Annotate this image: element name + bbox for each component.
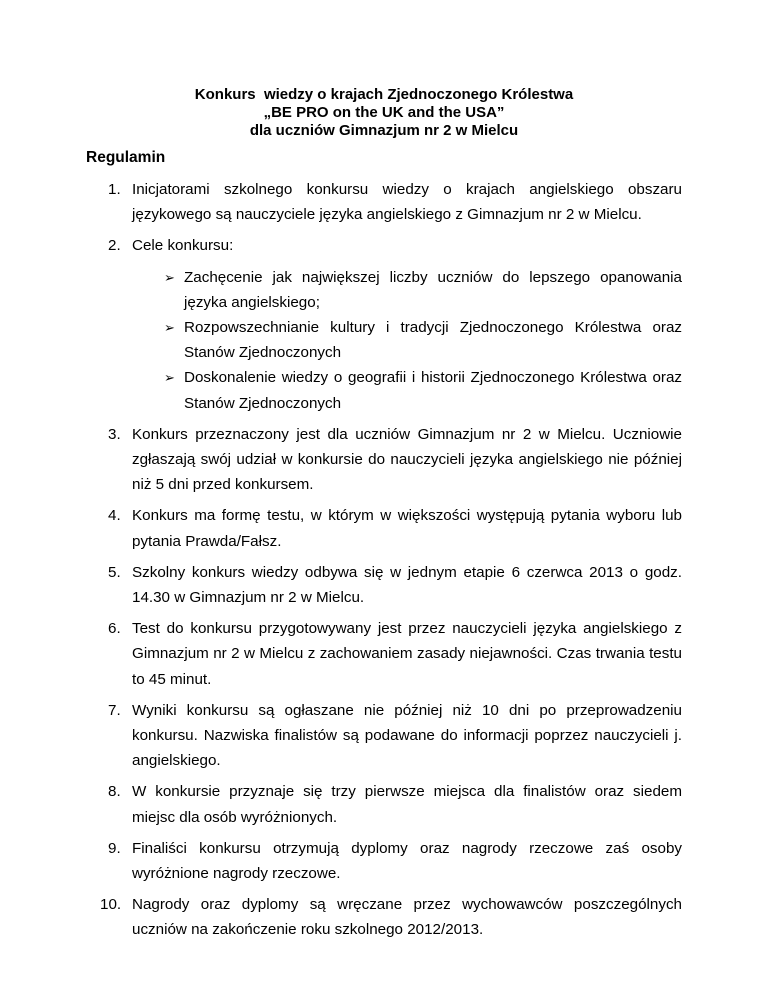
document-title [0,86,768,140]
rule-number: 7. [108,701,121,719]
rule-number: 9. [108,839,121,857]
goal-item [90,265,682,315]
rule-number: 5. [108,563,121,581]
rule-number: 1. [108,181,121,198]
rule-number: 2. [108,237,121,255]
rule-text: Konkurs przeznaczony jest dla uczniów Gimnazjum nr 2 w Mielcu. Uczniowie zgłaszają swój udział w konkursie do nauczycieli języka angielskiego nie później niż 5 dni przed konkursem. [132,425,682,494]
rule-text: Konkurs ma formę testu, w którym w większości występują pytania wyboru lub pytania Prawda/Fałsz. [132,507,682,550]
title-line: „BE PRO on the UK and the USA” [263,104,505,121]
rule-text: Nagrody oraz dyplomy są wręczane przez wychowawców poszczególnych uczniów na zakończenie roku szkolnego 2012/2013. [132,896,682,939]
rule-item [90,836,682,886]
goal-item [90,315,682,365]
rule-text: Finaliści konkursu otrzymują dyplomy oraz nagrody rzeczowe zaś osoby wyróżnione nagrody rzeczowe. [132,839,682,883]
rule-item [90,698,682,774]
rule-text: Wyniki konkursu są ogłaszane nie później niż 10 dni po przeprowadzeniu konkursu. Nazwiska finalistów są podawane do informacji poprzez nauczycieli j. angielskiego. [132,701,682,770]
rule-number: 6. [108,620,121,638]
goal-text: Zachęcenie jak największej liczby uczniów do lepszego opanowania języka angielskiego; [184,268,682,311]
goal-item [90,365,682,415]
title-line: dla uczniów Gimnazjum nr 2 w Mielcu [249,122,519,139]
rule-item [90,503,682,553]
rule-item [90,779,682,829]
section-heading: Regulamin [86,149,166,166]
arrow-bullet-icon: ➢ [164,269,175,285]
rule-item [90,177,682,227]
rule-text: W konkursie przyznaje się trzy pierwsze miejsca dla finalistów oraz siedem miejsc dla osób wyróżnionych. [132,783,682,826]
rule-number: 3. [108,425,121,443]
title-line: Konkurs wiedzy o krajach Zjednoczonego Królestwa [194,86,574,103]
rule-number: 8. [108,783,121,801]
goals-sublist [90,265,682,416]
rule-item [90,892,682,942]
goals-sublist-container [90,265,682,416]
goal-text: Rozpowszechnianie kultury i tradycji Zjednoczonego Królestwa oraz Stanów Zjednoczonych [184,319,682,362]
rules-list [90,177,682,949]
rule-item [90,233,682,258]
rule-item [90,560,682,610]
rule-text: Szkolny konkurs wiedzy odbywa się w jednym etapie 6 czerwca 2013 o godz. 14.30 w Gimnazjum nr 2 w Mielcu. [132,563,682,607]
rule-number: 10. [100,896,122,914]
rule-item [90,422,682,498]
rule-item [90,616,682,692]
rule-number: 4. [108,507,121,525]
arrow-bullet-icon: ➢ [164,320,175,336]
rule-text: Inicjatorami szkolnego konkursu wiedzy o krajach angielskiego obszaru językowego są nauczyciele języka angielskiego z Gimnazjum nr 2 w Mielcu. [132,181,682,224]
arrow-bullet-icon: ➢ [164,370,175,386]
rule-text: Cele konkursu: [132,237,234,255]
goal-text: Doskonalenie wiedzy o geografii i historii Zjednoczonego Królestwa oraz Stanów Zjednoczonych [184,369,682,412]
rule-text: Test do konkursu przygotowywany jest przez nauczycieli języka angielskiego z Gimnazjum nr 2 w Mielcu z zachowaniem zasady niejawności. Czas trwania testu to 45 minut. [132,620,682,688]
